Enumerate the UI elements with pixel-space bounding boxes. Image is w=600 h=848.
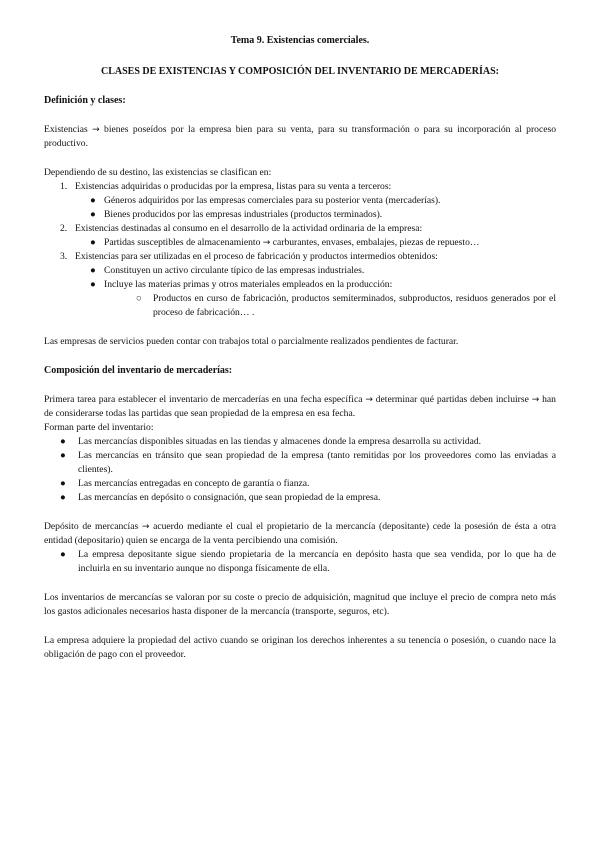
arrow-icon: → bbox=[92, 125, 100, 135]
propiedad-paragraph: La empresa adquiere la propiedad del activo cuando se originan los derechos inherentes a su tenencia o posesión, o cuando nace la obligación de pago con el proveedor. bbox=[44, 635, 556, 660]
valoracion-paragraph: Los inventarios de mercancías se valoran por su coste o precio de adquisición, magnitud que incluye el precio de compra neto más los gastos adicionales necesarios hasta disponer de la mercancía (transporte, seguros, etc). bbox=[44, 592, 556, 617]
bullet-icon: ● bbox=[60, 492, 66, 503]
list-item: ● Bienes producidos por las empresas industriales (productos terminados). bbox=[90, 209, 383, 220]
bullet-icon: ● bbox=[90, 279, 96, 290]
inventario-list bbox=[44, 435, 556, 505]
bullet-icon: ● bbox=[60, 478, 66, 489]
list-item: ● Las mercancías en tránsito que sean propiedad de la empresa (tanto remitidas por los proveedores como las enviadas a clientes). bbox=[60, 450, 556, 475]
list-item: ● Constituyen un activo circulante típico de las empresas industriales. bbox=[90, 265, 365, 276]
document-title: Tema 9. Existencias comerciales. bbox=[230, 35, 370, 46]
bullet-icon: ● bbox=[90, 195, 96, 206]
primera-tarea-paragraph: Primera tarea para establecer el inventario de mercaderías en una fecha específica → determinar qué partidas deben incluirse → han de considerarse todas las partidas que sean propiedad de la empresa en esa fecha. bbox=[44, 394, 556, 419]
document-subtitle: CLASES DE EXISTENCIAS Y COMPOSICIÓN DEL INVENTARIO DE MERCADERÍAS: bbox=[100, 66, 500, 77]
list-item: ● La empresa depositante sigue siendo propietaria de la mercancía en depósito hasta que sea vendida, por lo que ha de incluirla en su inventario aunque no disponga físicamente de ella. bbox=[60, 549, 556, 574]
bullet-icon: ● bbox=[90, 265, 96, 276]
list-item: 3. Existencias para ser utilizadas en el proceso de fabricación y productos intermedios obtenidos: bbox=[60, 251, 438, 262]
bullet-icon: ● bbox=[90, 237, 96, 248]
bullet-icon: ● bbox=[60, 450, 66, 461]
arrow-icon: → bbox=[141, 522, 150, 532]
circle-bullet-icon: ○ bbox=[136, 293, 142, 304]
arrow-icon: → bbox=[262, 238, 271, 248]
list-item: ● Géneros adquiridos por las empresas comerciales para su posterior venta (mercaderías). bbox=[90, 195, 441, 206]
servicios-paragraph: Las empresas de servicios pueden contar con trabajos total o parcialmente realizados pendientes de facturar. bbox=[44, 336, 459, 347]
arrow-icon: → bbox=[531, 395, 540, 405]
composicion-heading: Composición del inventario de mercaderías: bbox=[44, 365, 233, 376]
existencias-definition: Existencias → bienes poseídos por la empresa bien para su venta, para su transformación o para su incorporación al proceso productivo. bbox=[44, 124, 556, 149]
bullet-icon: ● bbox=[90, 209, 96, 220]
list-item: ● Las mercancías en depósito o consignación, que sean propiedad de la empresa. bbox=[60, 492, 381, 503]
list-item: ● Las mercancías disponibles situadas en las tiendas y almacenes donde la empresa desarrolla su actividad. bbox=[60, 436, 482, 447]
bullet-icon: ● bbox=[60, 436, 66, 447]
bullet-icon: ● bbox=[60, 549, 66, 560]
list-item: ○ Productos en curso de fabricación, productos semiterminados, subproductos, residuos generados por el proceso de fabricación… . bbox=[136, 293, 556, 318]
list-item: 1. Existencias adquiridas o producidas por la empresa, listas para su venta a terceros: bbox=[60, 181, 392, 192]
deposito-paragraph: Depósito de mercancías → acuerdo mediante el cual el propietario de la mercancía (depositante) cede la posesión de ésta a otra entidad (depositario) quien se encarga de la venta percibiendo una comisión. bbox=[44, 521, 557, 546]
list-item: ● Partidas susceptibles de almacenamiento → carburantes, envases, embalajes, piezas de repuesto… bbox=[90, 237, 480, 248]
classification-intro: Dependiendo de su destino, las existencias se clasifican en: bbox=[44, 167, 272, 178]
list-item: ● Las mercancías entregadas en concepto de garantía o fianza. bbox=[60, 478, 310, 489]
list-item: ● Incluye las materias primas y otros materiales empleados en la producción: bbox=[90, 279, 393, 290]
document-page bbox=[44, 34, 556, 662]
classification-list bbox=[44, 180, 556, 320]
definicion-heading: Definición y clases: bbox=[44, 95, 126, 106]
list-item: 2. Existencias destinadas al consumo en el desarrollo de la actividad ordinaria de la empresa: bbox=[60, 223, 423, 234]
forman-parte-label: Forman parte del inventario: bbox=[44, 422, 154, 433]
arrow-icon: → bbox=[365, 395, 373, 405]
